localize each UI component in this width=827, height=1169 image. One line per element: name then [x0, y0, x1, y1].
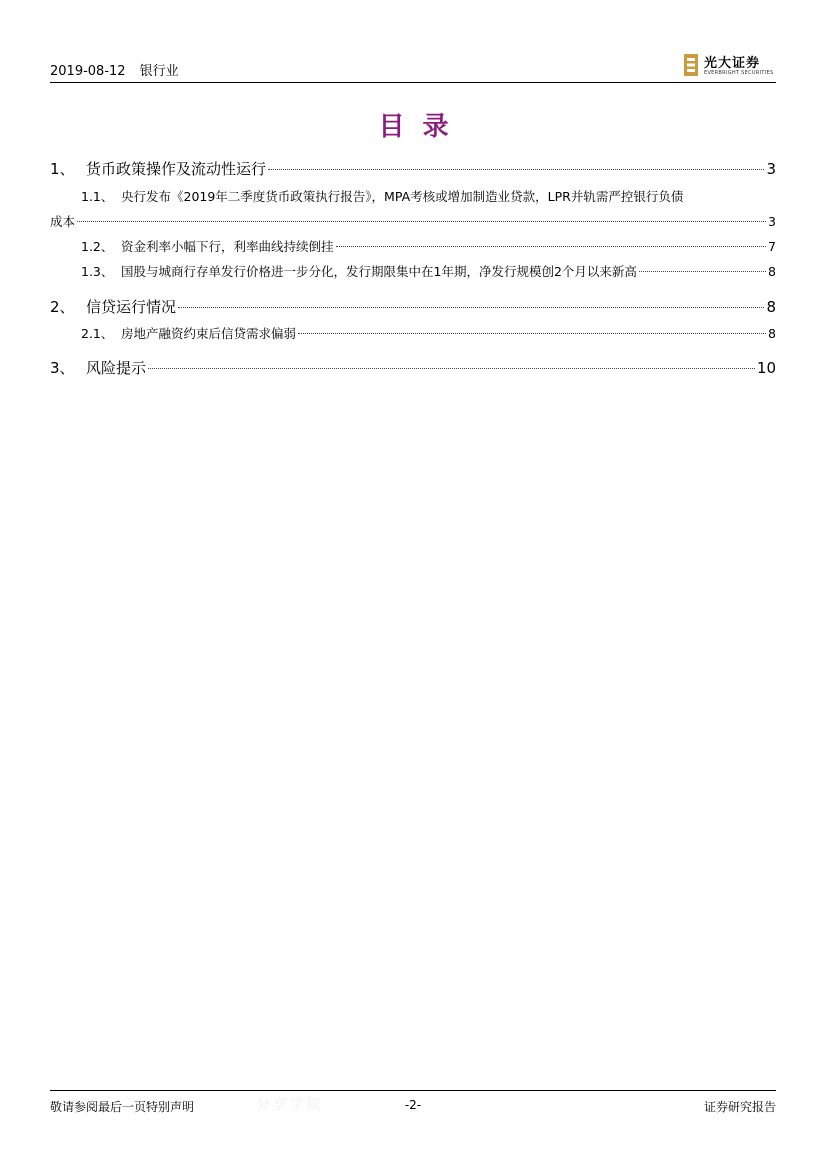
report-type: 证券研究报告 — [703, 1100, 776, 1114]
toc-entry-text: 信贷运行情况 — [86, 298, 177, 316]
toc-entry-1[interactable] — [50, 158, 776, 179]
everbright-logo — [684, 50, 774, 80]
dot-leader — [298, 333, 766, 334]
dot-leader — [178, 307, 764, 308]
toc-entry-page: 7 — [768, 239, 776, 254]
toc-entry-number: 1.1、 — [81, 189, 114, 204]
toc-entry-number: 1.2、 — [81, 239, 114, 254]
dot-leader — [336, 246, 767, 247]
toc-entry-number: 1、 — [50, 160, 75, 178]
toc-entry-page: 3 — [768, 214, 776, 229]
watermark: 分享学院 — [256, 1097, 324, 1113]
toc-entry-number: 2、 — [50, 298, 75, 316]
dot-leader — [639, 271, 766, 272]
toc-entry-page: 10 — [756, 359, 776, 377]
toc-entry-text: 货币政策操作及流动性运行 — [86, 160, 267, 178]
toc-entry-1-1-continuation[interactable] — [50, 212, 776, 230]
toc-entry-1-1[interactable] — [50, 187, 776, 205]
toc-entry-page: 3 — [766, 160, 776, 178]
toc-entry-page: 8 — [768, 264, 776, 279]
page-footer — [50, 1090, 776, 1115]
toc-entry-number: 1.3、 — [81, 264, 114, 279]
toc-entry-page: 8 — [768, 326, 776, 341]
dot-leader — [268, 169, 764, 170]
toc-entry-text: 房地产融资约束后信贷需求偏弱 — [121, 326, 297, 341]
toc-entry-text-continuation: 成本 — [50, 214, 76, 229]
toc-entry-2-1[interactable] — [50, 324, 776, 342]
toc-title: 目录 — [378, 112, 467, 142]
toc-entry-3[interactable] — [50, 357, 776, 378]
toc-entry-1-2[interactable] — [50, 237, 776, 255]
toc-entry-1-3[interactable] — [50, 262, 776, 280]
toc-entry-text: 风险提示 — [86, 359, 147, 377]
toc-entry-text: 资金利率小幅下行，利率曲线持续倒挂 — [121, 239, 334, 254]
toc-entry-page: 8 — [766, 298, 776, 316]
dot-leader — [77, 221, 766, 222]
logo-english-name: EVERBRIGHT SECURITIES — [704, 70, 774, 76]
page-number: -2- — [404, 1098, 422, 1112]
toc-entry-text: 国股与城商行存单发行价格进一步分化，发行期限集中在1年期，净发行规模创2个月以来新高 — [121, 264, 637, 279]
logo-chinese-name: 光大证券 — [704, 56, 761, 71]
toc-entry-2[interactable] — [50, 296, 776, 317]
dot-leader — [148, 368, 755, 369]
header-info — [50, 60, 179, 79]
industry-label: 银行业 — [139, 64, 179, 79]
disclaimer-note: 敬请参阅最后一页特别声明 — [50, 1100, 195, 1114]
toc-entry-text: 央行发布《2019年二季度货币政策执行报告》，MPA考核或增加制造业贷款，LPR并轨需严控银行负债 — [121, 189, 684, 204]
page-header — [50, 50, 776, 83]
toc-entry-number: 2.1、 — [81, 326, 114, 341]
toc-entry-number: 3、 — [50, 359, 75, 377]
logo-icon — [684, 54, 698, 76]
report-date: 2019-08-12 — [50, 64, 126, 79]
